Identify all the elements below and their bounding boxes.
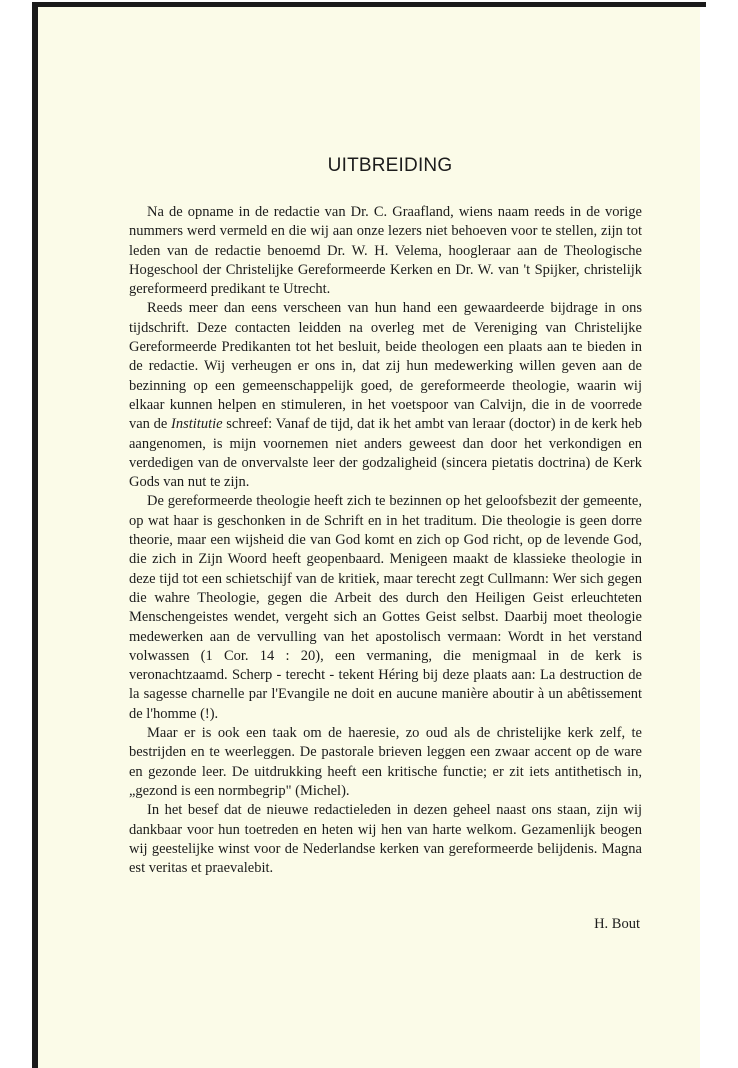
paragraph-4: Maar er is ook een taak om de haeresie, zo oud als de christelijke kerk zelf, te bestrijden en te weerleggen. De pastorale brieven leggen een zwaar accent op de ware en gezonde leer. De uitdrukking heeft een kritische functie; er zit iets antithetisch in, „gezond is een normbegrip" (Michel). (129, 725, 642, 799)
paragraph-2: Reeds meer dan eens verscheen van hun hand een gewaardeerde bijdrage in ons tijdschrift. Deze contacten leidden na overleg met de Vereniging van Christelijke Gereformeerde Predikanten tot het besluit, beide theologen een plaats aan te bieden in de redactie. Wij verheugen er ons in, dat zij hun medewerking willen geven aan de bezinning op een gemeenschappelijk goed, de gereformeerde theologie, waarin wij elkaar kunnen helpen en stimuleren, in het voetspoor van Calvijn, die in de voorrede van de Institutie schreef: Vanaf de tijd, dat ik het ambt van leraar (doctor) in de kerk heb aangenomen, is mijn voornemen niet anders geweest dan door het verkondigen en verdedigen van de onvervalste leer der godzaligheid (sincera pietatis doctrina) de Kerk Gods van nut te zijn. (129, 300, 642, 491)
article-title: UITBREIDING (327, 155, 453, 176)
paragraph-3: De gereformeerde theologie heeft zich te bezinnen op het geloofsbezit der gemeente, op wat haar is geschonken in de Schrift en in het traditum. Die theologie is geen dorre theorie, maar een wijsheid die van God komt en zich op God richt, op de levende God, die zich in Zijn Woord heeft geopenbaard. Menigeen maakt de klassieke theologie in deze tijd tot een schietschijf van de kritiek, maar terecht zegt Cullmann: Wer sich gegen die wahre Theologie, gegen die Arbeit des durch den Heiligen Geist erleuchteten Menschengeistes wendet, vergeht sich an Gottes Geist selbst. Daarbij moet theologie medewerken aan de vervulling van het apostolisch vermaan: Wordt in het verstand volwassen (1 Cor. 14 : 20), een vermaning, die menigmaal in de kerk is veronachtzaamd. Scherp - terecht - tekent Héring bij deze plaats aan: La destruction de la sagesse charnelle par l'Evangile ne doit en aucune manière aboutir à un abêtissement de l'homme (!). (129, 493, 642, 722)
author-signature: H. Bout (594, 916, 640, 932)
italic-title-institutie: Institutie (171, 416, 223, 433)
article-body (129, 203, 642, 878)
scan-edge-top (32, 2, 706, 7)
scan-edge-left (32, 2, 38, 1068)
paragraph-1: Na de opname in de redactie van Dr. C. Graafland, wiens naam reeds in de vorige nummers werd vermeld en die wij aan onze lezers niet behoeven voor te stellen, zijn tot leden van de redactie benoemd Dr. W. H. Velema, hoogleraar aan de Theologische Hogeschool der Christelijke Gereformeerde Kerken en Dr. W. van 't Spijker, christelijk gereformeerd predikant te Utrecht. (129, 204, 642, 298)
paragraph-5: In het besef dat de nieuwe redactieleden in dezen geheel naast ons staan, zijn wij dankbaar voor hun toetreden en heten wij hen van harte welkom. Gezamenlijk beogen wij geestelijke winst voor de Nederlandse kerken van gereformeerde belijdenis. Magna est veritas et praevalebit. (129, 802, 642, 877)
